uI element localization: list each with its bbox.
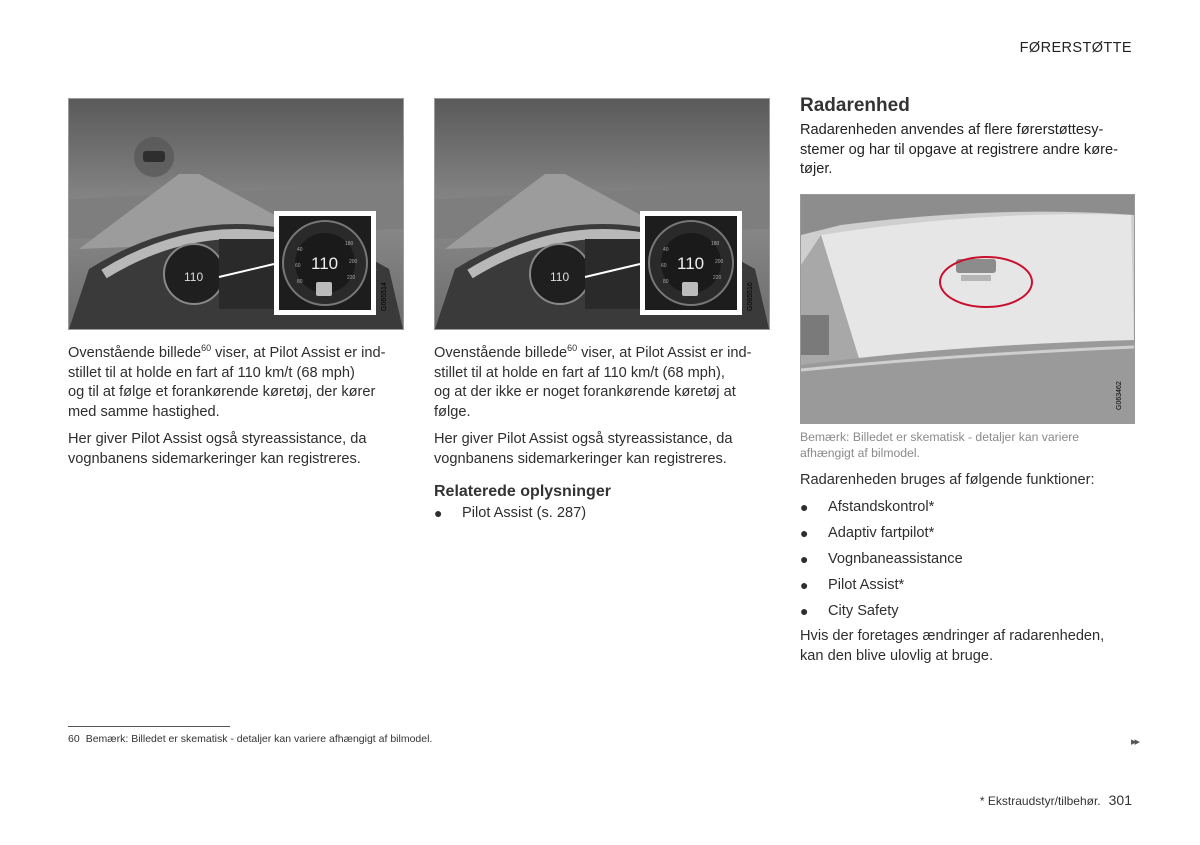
related-link-pilot-assist[interactable]: [434, 504, 774, 524]
paragraph: [434, 430, 779, 469]
text-line: og til at følge et forankørende køretøj, der kører: [68, 384, 376, 400]
text-line: tøjer.: [800, 161, 833, 177]
svg-text:60: 60: [661, 263, 667, 269]
figure-id: G065514: [381, 282, 388, 311]
text-line: vognbanens sidemarkeringer kan registreres.: [434, 450, 727, 467]
svg-text:180: 180: [711, 241, 720, 247]
text-line: stemer og har til opgave at registrere andre køre-: [800, 141, 1118, 158]
functions-intro: Radarenheden bruges af følgende funktioner:: [800, 472, 1095, 488]
footnote-number: 60: [68, 733, 80, 745]
next-page-arrow-icon[interactable]: ▸▸: [1130, 736, 1138, 748]
column-1-text: [68, 344, 413, 477]
dashboard-figure-1: [68, 98, 404, 330]
figure-id: G063462: [1116, 381, 1123, 410]
svg-text:40: 40: [663, 247, 669, 253]
text-line: vognbanens sidemarkeringer kan registreres.: [68, 450, 361, 467]
list-item: [800, 550, 1130, 570]
svg-text:180: 180: [345, 241, 354, 247]
paragraph: [434, 344, 779, 422]
svg-text:40: 40: [297, 247, 303, 253]
radar-intro: [800, 121, 1140, 180]
column-2-text: [434, 344, 779, 477]
svg-text:80: 80: [297, 279, 303, 285]
text-line: afhængigt af bilmodel.: [800, 446, 920, 460]
item-label: City Safety: [828, 603, 899, 619]
footnote-divider: [68, 726, 230, 727]
svg-text:220: 220: [713, 275, 722, 281]
section-header: FØRERSTØTTE: [1019, 40, 1132, 56]
text-line: stillet til at holde en fart af 110 km/t (68 mph),: [434, 364, 725, 381]
related-heading: Relaterede oplysninger: [434, 483, 611, 500]
svg-text:80: 80: [663, 279, 669, 285]
text-line: kan den blive ulovlig at bruge.: [800, 647, 994, 664]
text-line: Her giver Pilot Assist også styreassistance, da: [68, 431, 367, 447]
bullet-icon: ●: [434, 505, 443, 521]
radar-outro: [800, 627, 1140, 666]
list-item: [800, 602, 1130, 622]
bullet-icon: ●: [800, 551, 809, 567]
section-heading: Radarenhed: [800, 95, 910, 116]
related-list: [434, 504, 774, 524]
zoomed-speed-text: 110: [677, 254, 705, 273]
page-number: 301: [1108, 792, 1132, 808]
bullet-icon: ●: [800, 577, 809, 593]
svg-text:200: 200: [715, 259, 724, 265]
footnote-text: Bemærk: Billedet er skematisk - detaljer kan variere afhængigt af bilmodel.: [85, 733, 433, 745]
list-item: [800, 576, 1130, 596]
footer-legend: * Ekstraudstyr/tilbehør.: [979, 794, 1101, 808]
page-footer: [980, 792, 1132, 808]
small-speed-text: 110: [184, 270, 204, 284]
text-line: Radarenheden anvendes af flere førerstøttesy-: [800, 122, 1104, 138]
svg-text:60: 60: [295, 263, 301, 269]
svg-text:200: 200: [349, 259, 358, 265]
text-line: stillet til at holde en fart af 110 km/t (68 mph): [68, 364, 355, 381]
text-line: Bemærk: Billedet er skematisk - detaljer kan variere: [800, 430, 1080, 444]
dashboard-figure-2: [434, 98, 770, 330]
bullet-icon: ●: [800, 499, 809, 515]
bullet-icon: ●: [800, 603, 809, 619]
text-run: viser, at Pilot Assist er ind-: [577, 345, 752, 361]
text-line: følge.: [434, 403, 471, 420]
text-line: og at der ikke er noget forankørende køretøj at: [434, 384, 736, 400]
paragraph: [68, 430, 413, 469]
text-line: med samme hastighed.: [68, 403, 220, 420]
figure-id: G065516: [747, 282, 754, 311]
list-item: [800, 524, 1130, 544]
text-run: viser, at Pilot Assist er ind-: [211, 345, 386, 361]
functions-list: [800, 498, 1130, 628]
item-label: Vognbaneassistance: [828, 551, 963, 567]
small-speed-text: 110: [550, 270, 570, 284]
windscreen-figure: [800, 194, 1135, 424]
bullet-icon: ●: [800, 525, 809, 541]
footnote-ref[interactable]: 60: [201, 343, 212, 353]
footnote: [68, 733, 432, 745]
paragraph: [68, 344, 413, 422]
link-label[interactable]: Pilot Assist (s. 287): [462, 505, 587, 521]
svg-text:220: 220: [347, 275, 356, 281]
zoomed-speed-text: 110: [311, 254, 339, 273]
item-label: Afstandskontrol*: [828, 499, 935, 515]
text-run: Ovenstående billede: [68, 345, 202, 361]
text-run: Ovenstående billede: [434, 345, 568, 361]
list-item: [800, 498, 1130, 518]
text-line: Her giver Pilot Assist også styreassistance, da: [434, 431, 733, 447]
item-label: Pilot Assist*: [828, 577, 905, 593]
figure-caption: [800, 429, 1140, 461]
text-line: Hvis der foretages ændringer af radarenheden,: [800, 628, 1105, 644]
item-label: Adaptiv fartpilot*: [828, 525, 935, 541]
footnote-ref[interactable]: 60: [567, 343, 578, 353]
